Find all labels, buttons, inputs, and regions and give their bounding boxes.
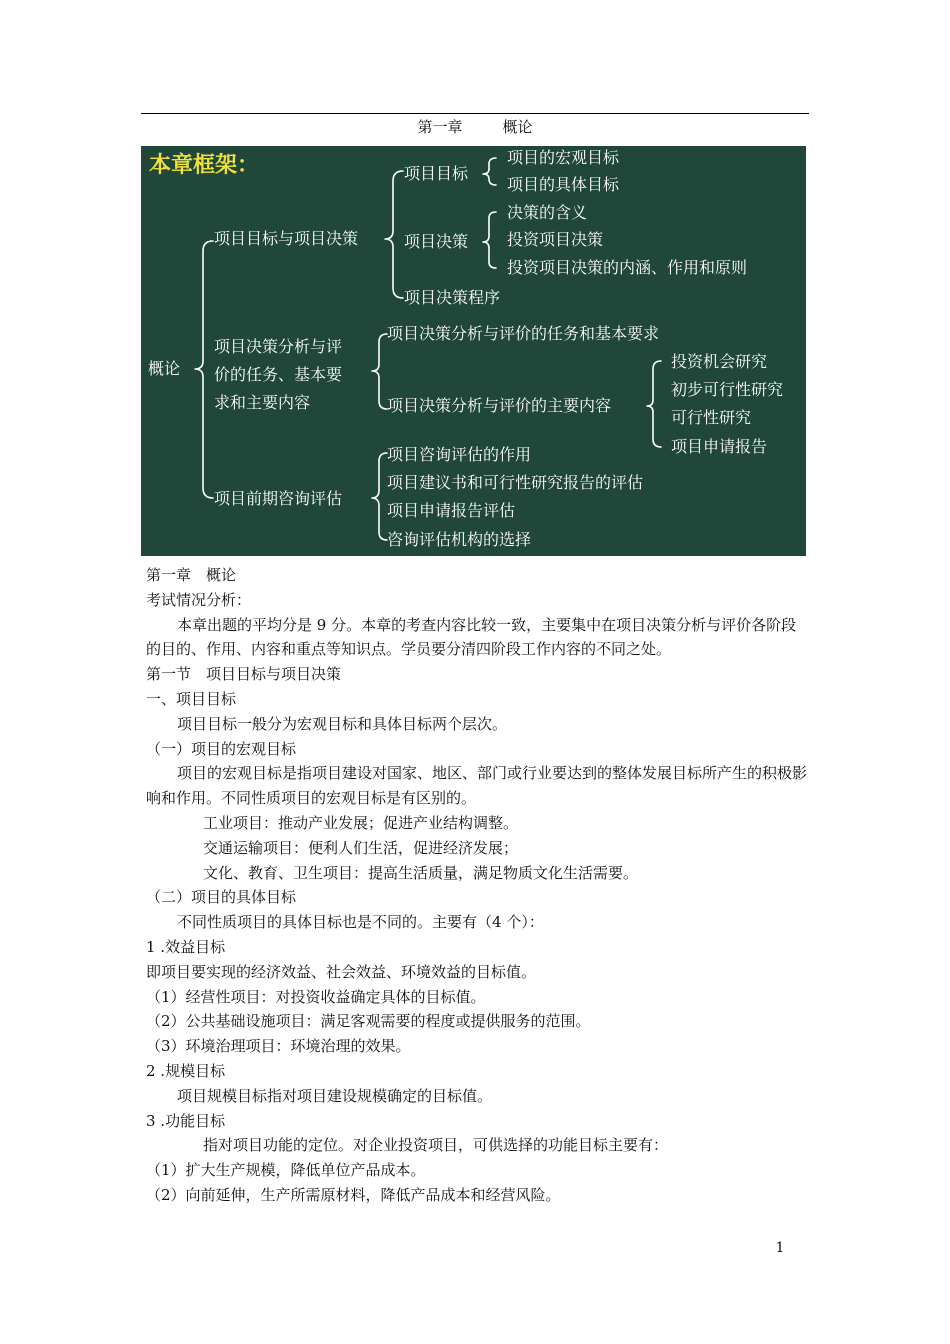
list-item: （1）经营性项目：对投资收益确定具体的目标值。 — [146, 987, 486, 1006]
node-decision: 项目决策 — [404, 232, 469, 251]
paragraph-scale-goal: 项目规模目标指对项目建设规模确定的目标值。 — [177, 1086, 493, 1105]
node-decision-meaning: 决策的含义 — [507, 203, 588, 222]
node-decision-procedure: 项目决策程序 — [404, 288, 501, 307]
node-analysis-line2: 价的任务、基本要 — [214, 365, 343, 384]
page-number: 1 — [775, 1240, 785, 1256]
chapter-framework-board — [141, 146, 806, 556]
node-analysis-line3: 求和主要内容 — [214, 393, 311, 412]
node-application-evaluation: 项目申请报告评估 — [387, 501, 516, 520]
brace-goal — [483, 158, 496, 185]
list-item: （2）向前延伸，生产所需原材料，降低产品成本和经营风险。 — [146, 1185, 561, 1204]
page-header — [141, 116, 809, 137]
heading-macro-goal: （一）项目的宏观目标 — [146, 739, 297, 758]
heading-function-goal: 3 .功能目标 — [146, 1111, 226, 1130]
brace-root — [195, 241, 213, 498]
paragraph-function-goal: 指对项目功能的定位。对企业投资项目，可供选择的功能目标主要有： — [203, 1136, 669, 1155]
node-agency-selection: 咨询评估机构的选择 — [387, 530, 532, 549]
header-chapter: 第一章 — [417, 118, 463, 136]
example-culture: 文化、教育、卫生项目：提高生活质量，满足物质文化生活需要。 — [203, 863, 639, 882]
node-goal: 项目目标 — [404, 164, 469, 183]
list-item: （2）公共基础设施项目：满足客观需要的程度或提供服务的范围。 — [146, 1012, 591, 1031]
node-decision-principles: 投资项目决策的内涵、作用和原则 — [507, 258, 748, 277]
list-item: （1）扩大生产规模，降低单位产品成本。 — [146, 1161, 426, 1180]
node-prefeasibility: 初步可行性研究 — [671, 380, 784, 399]
brace-main-content — [647, 361, 661, 447]
node-goal-decision: 项目目标与项目决策 — [214, 229, 359, 248]
node-investment-decision: 投资项目决策 — [507, 230, 604, 249]
framework-heading: 本章框架： — [149, 153, 260, 178]
brace-consult — [372, 453, 387, 540]
heading-scale-goal: 2 .规模目标 — [146, 1061, 226, 1080]
brace-decision — [483, 212, 496, 268]
node-application-report: 项目申请报告 — [671, 437, 768, 456]
paragraph-benefit-goal: 即项目要实现的经济效益、社会效益、环境效益的目标值。 — [146, 962, 537, 981]
exam-analysis-heading: 考试情况分析： — [146, 590, 252, 609]
exam-analysis-text: 本章出题的平均分是 9 分。本章的考查内容比较一致，主要集中在项目决策分析与评价各阶段的目的、作用、内容和重点等知识点。学员要分清四阶段工作内容的不同之处。 — [146, 615, 797, 659]
node-proposal-evaluation: 项目建议书和可行性研究报告的评估 — [387, 473, 644, 492]
node-main-content: 项目决策分析与评价的主要内容 — [387, 396, 612, 415]
node-consult-role: 项目咨询评估的作用 — [387, 445, 532, 464]
paragraph-macro-goal: 项目的宏观目标是指项目建设对国家、地区、部门或行业要达到的整体发展目标所产生的积极影响和作用。不同性质项目的宏观目标是有区别的。 — [146, 764, 808, 808]
example-transport: 交通运输项目：便利人们生活，促进经济发展； — [203, 838, 519, 857]
node-opportunity-study: 投资机会研究 — [671, 352, 768, 371]
header-rule — [141, 113, 809, 114]
example-industrial: 工业项目：推动产业发展；促进产业结构调整。 — [203, 813, 519, 832]
node-specific-goal: 项目的具体目标 — [507, 175, 620, 194]
node-consult: 项目前期咨询评估 — [214, 489, 343, 508]
heading-project-goal: 一、项目目标 — [146, 689, 237, 708]
paragraph-specific-goal: 不同性质项目的具体目标也是不同的。主要有（4 个）： — [177, 913, 544, 932]
node-task-requirement: 项目决策分析与评价的任务和基本要求 — [387, 324, 660, 343]
brace-task — [372, 334, 387, 409]
heading-benefit-goal: 1 .效益目标 — [146, 937, 226, 956]
node-macro-goal: 项目的宏观目标 — [507, 148, 620, 167]
node-feasibility: 可行性研究 — [671, 408, 752, 427]
chapter-title: 第一章 概论 — [146, 566, 237, 584]
list-item: （3）环境治理项目：环境治理的效果。 — [146, 1037, 411, 1056]
header-title: 概论 — [502, 118, 533, 136]
paragraph-goal-levels: 项目目标一般分为宏观目标和具体目标两个层次。 — [177, 714, 508, 733]
document-body — [146, 563, 810, 1208]
brace-goal-decision — [385, 171, 403, 298]
framework-root: 概论 — [148, 359, 181, 378]
node-analysis-line1: 项目决策分析与评 — [214, 337, 343, 356]
section-title: 第一节 项目目标与项目决策 — [146, 665, 342, 684]
heading-specific-goal: （二）项目的具体目标 — [146, 888, 297, 907]
